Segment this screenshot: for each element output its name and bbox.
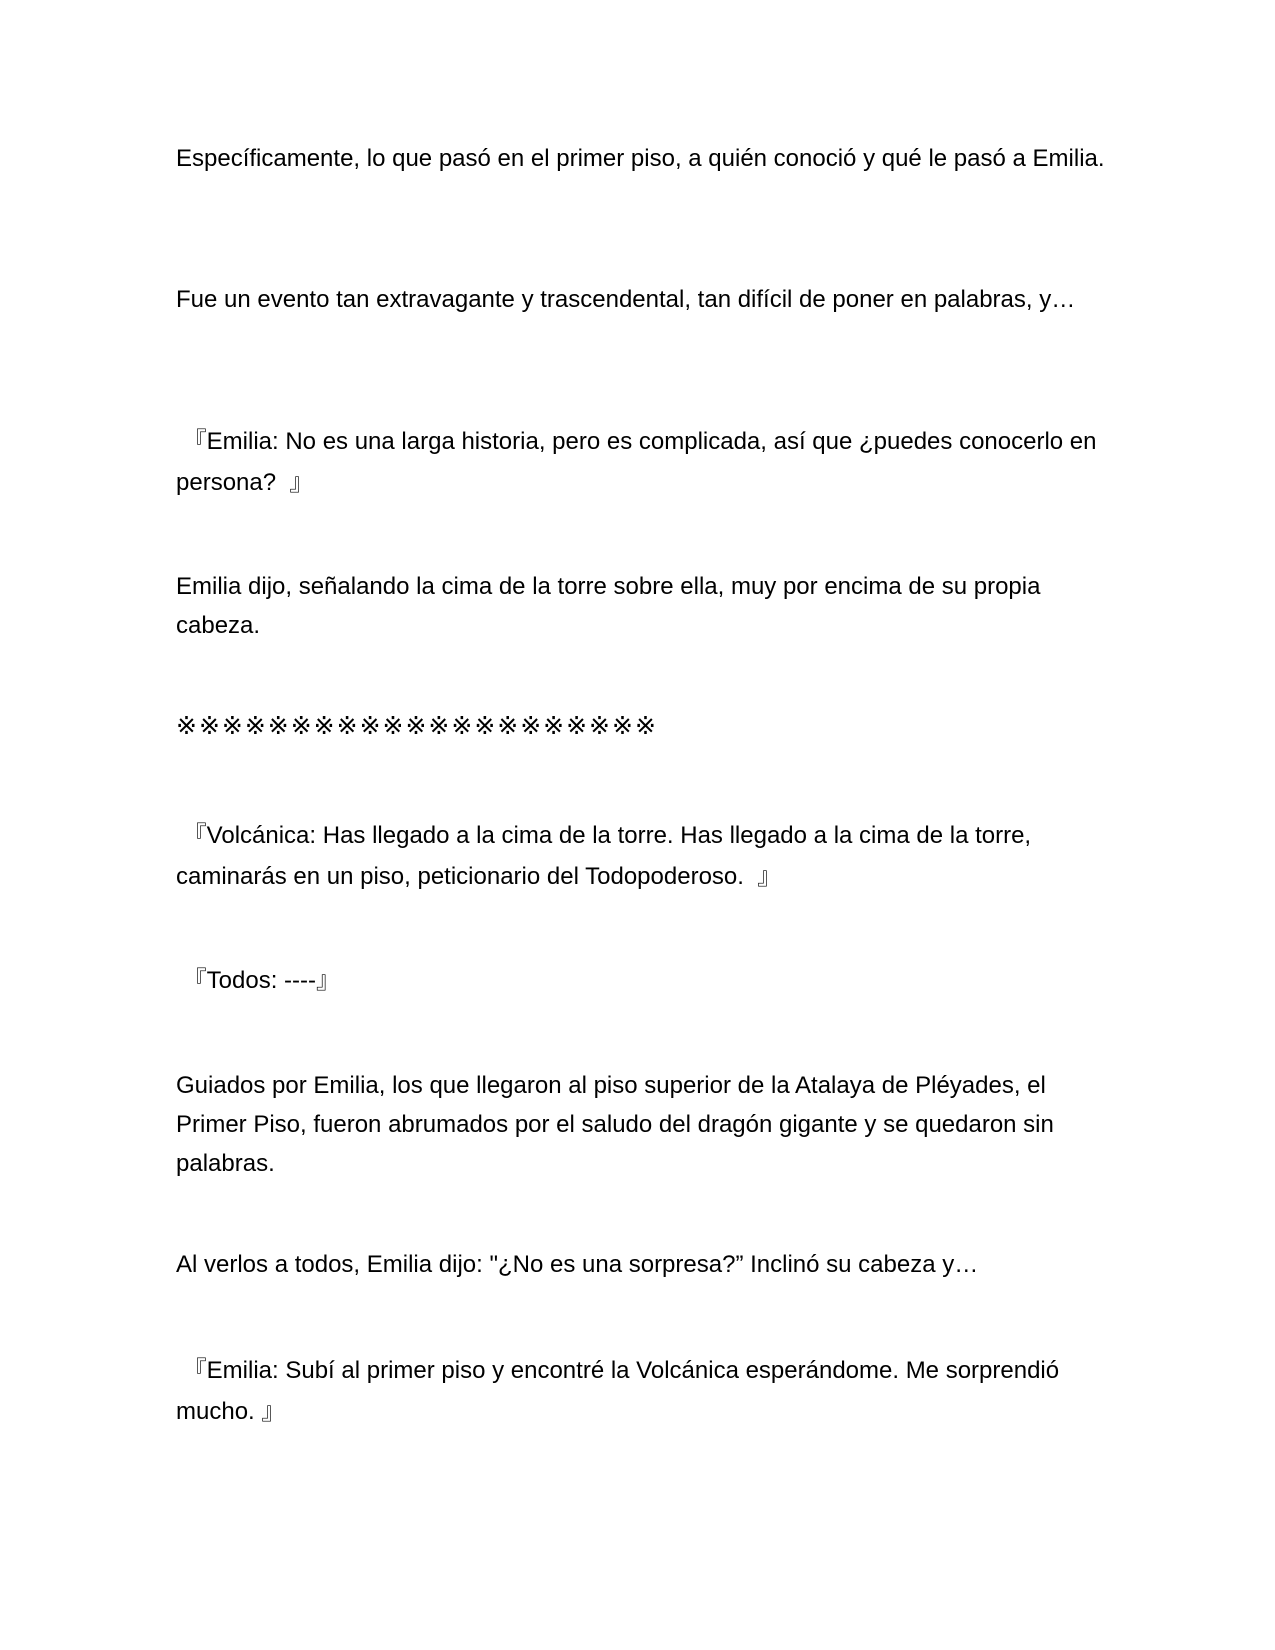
paragraph-5: Al verlos a todos, Emilia dijo: "¿No es una sorpresa?” Inclinó su cabeza y…	[176, 1251, 979, 1278]
paragraph-2: Fue un evento tan extravagante y trascendental, tan difícil de poner en palabras, y…	[176, 286, 1076, 313]
dialogue-emilia-2: 『Emilia: Subí al primer piso y encontré la Volcánica esperándome. Me sorprendió mucho. 』	[176, 1357, 1060, 1425]
paragraph-1: Específicamente, lo que pasó en el primer piso, a quién conoció y qué le pasó a Emilia.	[176, 145, 1105, 172]
scene-separator: ※※※※※※※※※※※※※※※※※※※※※	[176, 712, 658, 740]
paragraph-4: Guiados por Emilia, los que llegaron al piso superior de la Atalaya de Pléyades, el Primer Piso, fueron abrumados por el saludo del dragón gigante y se quedaron sin palabras.	[176, 1072, 1054, 1177]
dialogue-volcanica: 『Volcánica: Has llegado a la cima de la torre. Has llegado a la cima de la torre, caminarás en un piso, peticionario del Todopoderoso. 』	[176, 822, 1032, 890]
dialogue-emilia-1: 『Emilia: No es una larga historia, pero es complicada, así que ¿puedes conocerlo en persona? 』	[176, 428, 1097, 496]
paragraph-3: Emilia dijo, señalando la cima de la torre sobre ella, muy por encima de su propia cabeza.	[176, 573, 1041, 639]
dialogue-todos: 『Todos: ----』	[176, 967, 341, 994]
